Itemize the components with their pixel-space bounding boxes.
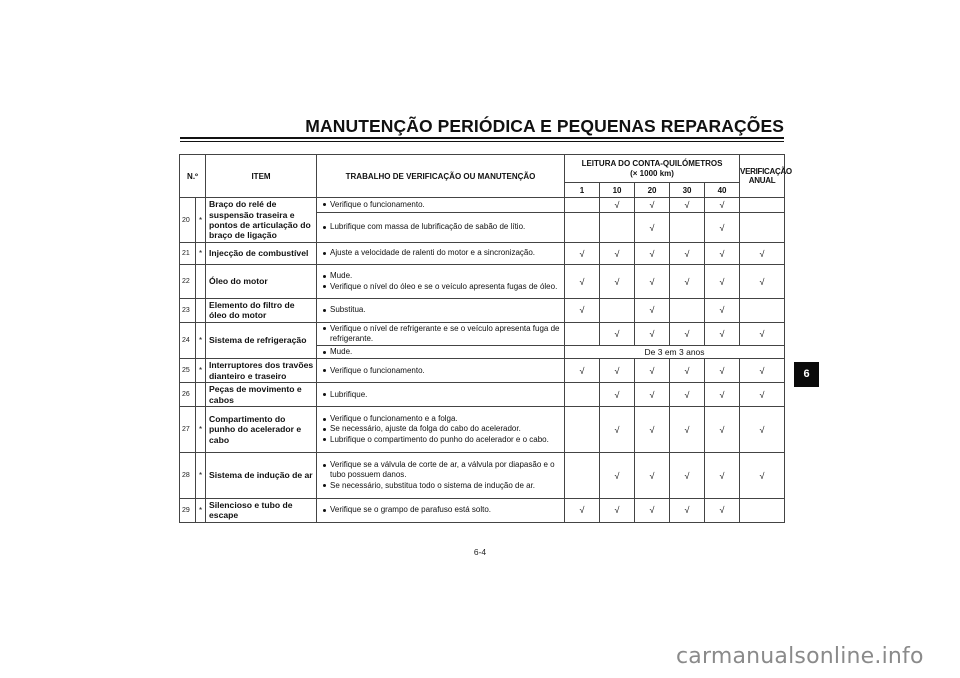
check-cell-annual bbox=[740, 499, 785, 523]
check-cell-annual: √ bbox=[740, 383, 785, 407]
watermark: carmanualsonline.info bbox=[676, 644, 924, 669]
work-description bbox=[317, 299, 565, 323]
check-cell-1: √ bbox=[565, 499, 600, 523]
check-cell-20: √ bbox=[635, 243, 670, 265]
page-title: MANUTENÇÃO PERIÓDICA E PEQUENAS REPARAÇÕES bbox=[305, 116, 784, 136]
check-cell-40: √ bbox=[705, 359, 740, 383]
task-list bbox=[321, 222, 560, 232]
task-list bbox=[321, 248, 560, 258]
item-number: 20 bbox=[180, 198, 196, 243]
check-cell-10: √ bbox=[600, 265, 635, 299]
task-list bbox=[321, 347, 560, 357]
header-annual bbox=[740, 155, 792, 198]
check-cell-20: √ bbox=[635, 299, 670, 323]
item-name: Compartimento do punho do acelerador e cabo bbox=[206, 407, 317, 453]
task-bullet: Verifique se o grampo de parafuso está solto. bbox=[321, 505, 560, 515]
check-cell-annual: √ bbox=[740, 265, 785, 299]
task-bullet: Substitua. bbox=[321, 305, 560, 315]
item-number: 27 bbox=[180, 407, 196, 453]
check-cell-40: √ bbox=[705, 299, 740, 323]
title-rule-thin bbox=[180, 141, 784, 142]
check-cell-30: √ bbox=[670, 453, 705, 499]
dealer-service-asterisk: * bbox=[196, 407, 206, 453]
header-km-1: 1 bbox=[565, 183, 600, 198]
header-work: TRABALHO DE VERIFICAÇÃO OU MANUTENÇÃO bbox=[317, 155, 565, 198]
item-name: Sistema de refrigeração bbox=[206, 322, 317, 359]
check-cell-10: √ bbox=[600, 407, 635, 453]
check-cell-40: √ bbox=[705, 453, 740, 499]
table-row bbox=[180, 322, 785, 345]
dealer-service-asterisk: * bbox=[196, 453, 206, 499]
table-row bbox=[180, 198, 785, 213]
check-cell-40: √ bbox=[705, 383, 740, 407]
check-cell-20: √ bbox=[635, 198, 670, 213]
interval-note: De 3 em 3 anos bbox=[565, 346, 785, 359]
task-bullet: Lubrifique. bbox=[321, 390, 560, 400]
check-cell-10: √ bbox=[600, 499, 635, 523]
check-cell-1: √ bbox=[565, 299, 600, 323]
table-row bbox=[180, 499, 785, 523]
work-description bbox=[317, 322, 565, 345]
work-description bbox=[317, 243, 565, 265]
check-cell-40: √ bbox=[705, 198, 740, 213]
item-name: Silencioso e tubo de escape bbox=[206, 499, 317, 523]
check-cell-20: √ bbox=[635, 383, 670, 407]
check-cell-20: √ bbox=[635, 265, 670, 299]
table-row bbox=[180, 453, 785, 499]
task-list bbox=[321, 305, 560, 315]
item-number: 26 bbox=[180, 383, 196, 407]
check-cell-40: √ bbox=[705, 407, 740, 453]
check-cell-1 bbox=[565, 453, 600, 499]
work-description bbox=[317, 198, 565, 213]
maintenance-table bbox=[179, 154, 792, 523]
check-cell-30 bbox=[670, 299, 705, 323]
check-cell-20: √ bbox=[635, 213, 670, 243]
dealer-service-asterisk: * bbox=[196, 359, 206, 383]
check-cell-1 bbox=[565, 198, 600, 213]
check-cell-annual bbox=[740, 299, 785, 323]
table-row bbox=[180, 407, 785, 453]
item-number: 28 bbox=[180, 453, 196, 499]
task-bullet: Mude. bbox=[321, 347, 560, 357]
chapter-tab[interactable]: 6 bbox=[794, 362, 819, 387]
item-name: Interruptores dos travões dianteiro e traseiro bbox=[206, 359, 317, 383]
table-row bbox=[180, 265, 785, 299]
table-row bbox=[180, 383, 785, 407]
check-cell-10: √ bbox=[600, 359, 635, 383]
check-cell-10 bbox=[600, 299, 635, 323]
task-list bbox=[321, 324, 560, 344]
work-description bbox=[317, 407, 565, 453]
check-cell-10 bbox=[600, 213, 635, 243]
dealer-service-asterisk: * bbox=[196, 198, 206, 243]
task-bullet: Ajuste a velocidade de ralenti do motor e a sincronização. bbox=[321, 248, 560, 258]
dealer-service-asterisk: * bbox=[196, 499, 206, 523]
check-cell-annual: √ bbox=[740, 407, 785, 453]
check-cell-20: √ bbox=[635, 407, 670, 453]
check-cell-10: √ bbox=[600, 383, 635, 407]
work-description bbox=[317, 359, 565, 383]
task-bullet: Lubrifique com massa de lubrificação de sabão de lítio. bbox=[321, 222, 560, 232]
page-number: 6-4 bbox=[473, 547, 487, 557]
work-description bbox=[317, 499, 565, 523]
task-list bbox=[321, 505, 560, 515]
check-cell-20: √ bbox=[635, 322, 670, 345]
task-list bbox=[321, 366, 560, 376]
item-number: 29 bbox=[180, 499, 196, 523]
table-row bbox=[180, 359, 785, 383]
header-item: ITEM bbox=[206, 155, 317, 198]
check-cell-30: √ bbox=[670, 359, 705, 383]
item-name: Braço do relé de suspensão traseira e pontos de articulação do braço de ligação bbox=[206, 198, 317, 243]
task-list bbox=[321, 460, 560, 491]
item-name: Elemento do filtro de óleo do motor bbox=[206, 299, 317, 323]
dealer-service-asterisk bbox=[196, 265, 206, 299]
check-cell-annual bbox=[740, 198, 785, 213]
header-km-10: 10 bbox=[600, 183, 635, 198]
check-cell-20: √ bbox=[635, 499, 670, 523]
check-cell-30: √ bbox=[670, 243, 705, 265]
header-km-20: 20 bbox=[635, 183, 670, 198]
maintenance-table-body bbox=[180, 198, 785, 523]
dealer-service-asterisk: * bbox=[196, 243, 206, 265]
check-cell-annual: √ bbox=[740, 359, 785, 383]
check-cell-30: √ bbox=[670, 407, 705, 453]
item-number: 22 bbox=[180, 265, 196, 299]
work-description bbox=[317, 213, 565, 243]
check-cell-40: √ bbox=[705, 243, 740, 265]
header-odometer-label: LEITURA DO CONTA-QUILÓMETROS bbox=[581, 158, 723, 168]
check-cell-20: √ bbox=[635, 359, 670, 383]
task-bullet: Se necessário, substitua todo o sistema de indução de ar. bbox=[321, 481, 560, 491]
check-cell-30: √ bbox=[670, 499, 705, 523]
item-number: 21 bbox=[180, 243, 196, 265]
task-list bbox=[321, 390, 560, 400]
title-rule-thick bbox=[180, 137, 784, 139]
check-cell-30: √ bbox=[670, 322, 705, 345]
check-cell-1: √ bbox=[565, 359, 600, 383]
work-description bbox=[317, 346, 565, 359]
task-bullet: Se necessário, ajuste da folga do cabo do acelerador. bbox=[321, 424, 560, 434]
header-km-40: 40 bbox=[705, 183, 740, 198]
header-no: N.º bbox=[180, 155, 206, 198]
item-name: Injecção de combustível bbox=[206, 243, 317, 265]
task-bullet: Verifique o funcionamento. bbox=[321, 366, 560, 376]
header-annual-line1: VERIFICAÇÃO bbox=[740, 167, 792, 176]
check-cell-20: √ bbox=[635, 453, 670, 499]
item-name: Óleo do motor bbox=[206, 265, 317, 299]
header-km-30: 30 bbox=[670, 183, 705, 198]
check-cell-annual bbox=[740, 213, 785, 243]
check-cell-30: √ bbox=[670, 383, 705, 407]
check-cell-10: √ bbox=[600, 243, 635, 265]
check-cell-30: √ bbox=[670, 265, 705, 299]
check-cell-1: √ bbox=[565, 243, 600, 265]
item-number: 24 bbox=[180, 322, 196, 359]
check-cell-annual: √ bbox=[740, 243, 785, 265]
header-odometer bbox=[565, 155, 740, 183]
item-number: 25 bbox=[180, 359, 196, 383]
check-cell-annual: √ bbox=[740, 453, 785, 499]
header-odometer-unit: (× 1000 km) bbox=[630, 168, 674, 178]
check-cell-40: √ bbox=[705, 499, 740, 523]
check-cell-40: √ bbox=[705, 213, 740, 243]
check-cell-1 bbox=[565, 407, 600, 453]
check-cell-1 bbox=[565, 383, 600, 407]
check-cell-10: √ bbox=[600, 322, 635, 345]
check-cell-10: √ bbox=[600, 453, 635, 499]
check-cell-30 bbox=[670, 213, 705, 243]
check-cell-40: √ bbox=[705, 265, 740, 299]
dealer-service-asterisk bbox=[196, 383, 206, 407]
header-annual-line2: ANUAL bbox=[748, 176, 776, 185]
work-description bbox=[317, 383, 565, 407]
task-bullet: Verifique o funcionamento e a folga. bbox=[321, 414, 560, 424]
task-bullet: Mude. bbox=[321, 271, 560, 281]
task-list bbox=[321, 271, 560, 291]
task-bullet: Verifique se a válvula de corte de ar, a válvula por diapasão e o tubo possuem danos. bbox=[321, 460, 560, 480]
check-cell-1: √ bbox=[565, 265, 600, 299]
task-list bbox=[321, 200, 560, 210]
table-row bbox=[180, 299, 785, 323]
task-list bbox=[321, 414, 560, 445]
check-cell-30: √ bbox=[670, 198, 705, 213]
check-cell-annual: √ bbox=[740, 322, 785, 345]
item-name: Peças de movimento e cabos bbox=[206, 383, 317, 407]
check-cell-40: √ bbox=[705, 322, 740, 345]
task-bullet: Verifique o funcionamento. bbox=[321, 200, 560, 210]
dealer-service-asterisk: * bbox=[196, 322, 206, 359]
task-bullet: Lubrifique o compartimento do punho do acelerador e o cabo. bbox=[321, 435, 560, 445]
item-name: Sistema de indução de ar bbox=[206, 453, 317, 499]
table-row bbox=[180, 243, 785, 265]
check-cell-10: √ bbox=[600, 198, 635, 213]
check-cell-1 bbox=[565, 213, 600, 243]
work-description bbox=[317, 265, 565, 299]
item-number: 23 bbox=[180, 299, 196, 323]
task-bullet: Verifique o nível de refrigerante e se o veículo apresenta fuga de refrigerante. bbox=[321, 324, 560, 344]
check-cell-1 bbox=[565, 322, 600, 345]
dealer-service-asterisk bbox=[196, 299, 206, 323]
work-description bbox=[317, 453, 565, 499]
task-bullet: Verifique o nível do óleo e se o veículo apresenta fugas de óleo. bbox=[321, 282, 560, 292]
